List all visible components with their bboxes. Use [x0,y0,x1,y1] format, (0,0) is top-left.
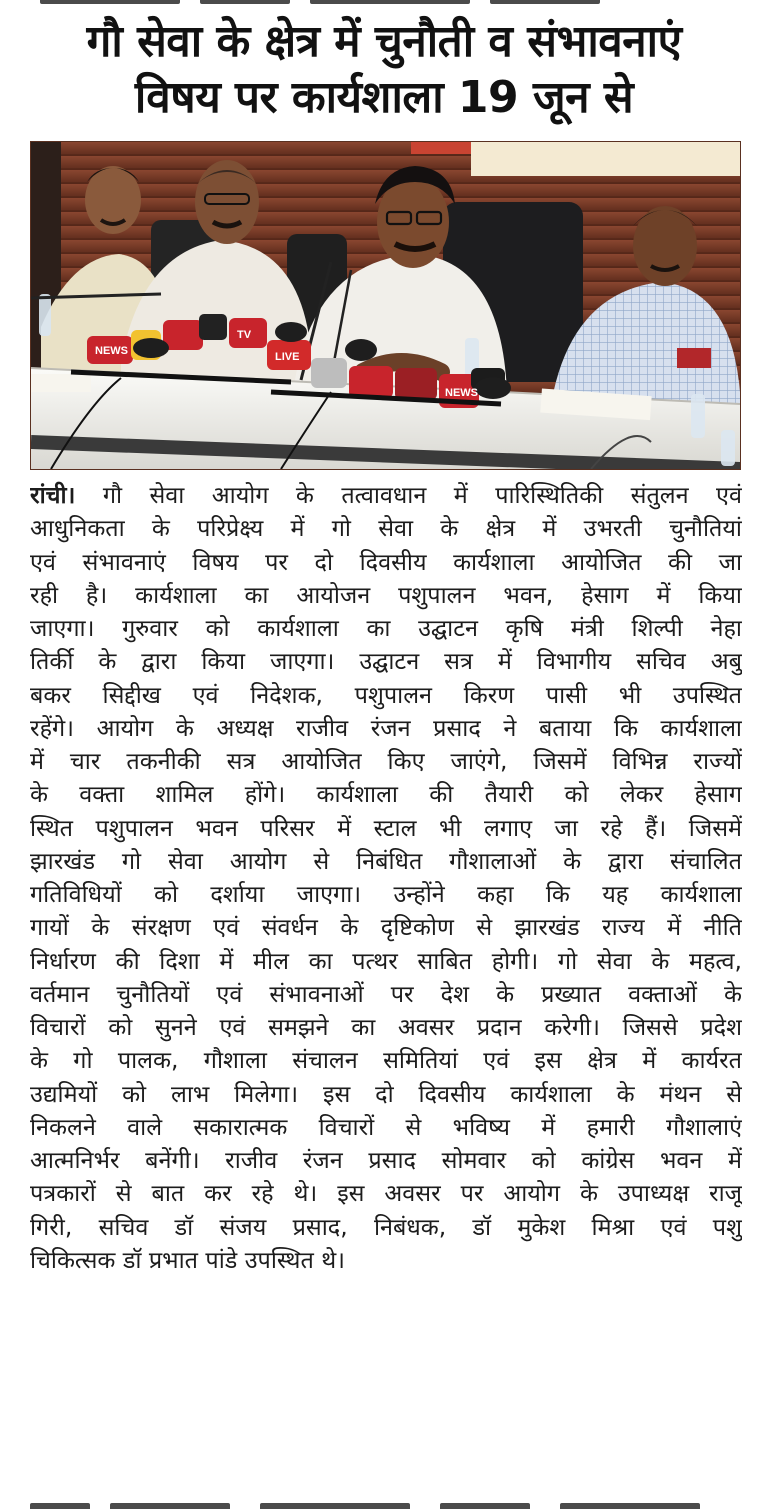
article-line: रहेंगे। आयोग के अध्यक्ष राजीव रंजन प्रसाद ने बताया कि कार्यशाला [30,713,742,742]
article-line: वर्तमान चुनौतियों एवं संभावनाओं पर देश के प्रख्यात वक्ताओं के [30,979,742,1008]
article-line: चिकित्सक डॉ प्रभात पांडे उपस्थित थे। [30,1245,346,1274]
article-line: विचारों को सुनने एवं समझने का अवसर प्रदान करेगी। जिससे प्रदेश [30,1013,742,1041]
article-line: बकर सिद्दीख एवं निदेशक, पशुपालन किरण पासी भी उपस्थित [30,680,742,709]
article-body [30,479,742,1277]
cropped-header-strip [0,0,768,8]
article-line: गिरी, सचिव डॉ संजय प्रसाद, निबंधक, डॉ मुकेश मिश्रा एवं पशु [30,1212,742,1241]
article-line: आत्मनिर्भर बनेंगी। राजीव रंजन प्रसाद सोमवार को कांग्रेस भवन में [30,1146,742,1174]
article-line: गायों के संरक्षण एवं संवर्धन के दृष्टिकोण से झारखंड राज्य में नीति [30,913,742,942]
dateline: रांची। [30,481,76,509]
article-line: जाएगा। गुरुवार को कार्यशाला का उद्घाटन कृषि मंत्री शिल्पी नेहा [30,614,742,642]
article-line: झारखंड गो सेवा आयोग से निबंधित गौशालाओं के द्वारा संचालित [30,846,742,875]
article-line: में चार तकनीकी सत्र आयोजित किए जाएंगे, जिसमें विभिन्न राज्यों [30,747,742,775]
article-line: के वक्ता शामिल होंगे। कार्यशाला की तैयारी को लेकर हेसाग [30,780,742,809]
mic-label-2: TV [237,329,252,341]
article-line: आधुनिकता के परिप्रेक्ष्य में गो सेवा के क्षेत्र में उभरती चुनौतियां [30,514,742,543]
article-line: रांची। गौ सेवा आयोग के तत्वावधान में पारिस्थितिकी संतुलन एवं [30,481,742,509]
headline-line-1: गौ सेवा के क्षेत्र में चुनौती व संभावनाएं [86,16,682,67]
mic-label-1: NEWS [95,345,128,357]
article-line: तिर्की के द्वारा किया जाएगा। उद्घाटन सत्र में विभागीय सचिव अबु [30,647,742,676]
cropped-footer-strip [0,1500,768,1509]
article-line: निर्धारण की दिशा में मील का पत्थर साबित होगी। गो सेवा के महत्व, [30,946,742,975]
press-conference-photo [30,141,741,470]
article-line: एवं संभावनाएं विषय पर दो दिवसीय कार्यशाला आयोजित की जा [30,547,742,576]
mic-label-3: LIVE [275,351,300,363]
article-line: के गो पालक, गौशाला संचालन समितियां एवं इस क्षेत्र में कार्यरत [30,1046,742,1075]
article-line: निकलने वाले सकारात्मक विचारों से भविष्य में हमारी गौशालाएं [30,1112,742,1141]
article-line: स्थित पशुपालन भवन परिसर में स्टाल भी लगाए जा रहे हैं। जिसमें [30,813,742,842]
article-line: पत्रकारों से बात कर रहे थे। इस अवसर पर आयोग के उपाध्यक्ष राजू [30,1179,742,1208]
article-line: गतिविधियों को दर्शाया जाएगा। उन्होंने कहा कि यह कार्यशाला [30,880,742,908]
mic-label-4: NEWS [445,387,478,399]
headline-line-2: विषय पर कार्यशाला 19 जून से [134,72,634,123]
article-line: रही है। कार्यशाला का आयोजन पशुपालन भवन, हेसाग में किया [30,580,742,609]
article-line: उद्यमियों को लाभ मिलेगा। इस दो दिवसीय कार्यशाला के मंथन से [30,1079,742,1108]
